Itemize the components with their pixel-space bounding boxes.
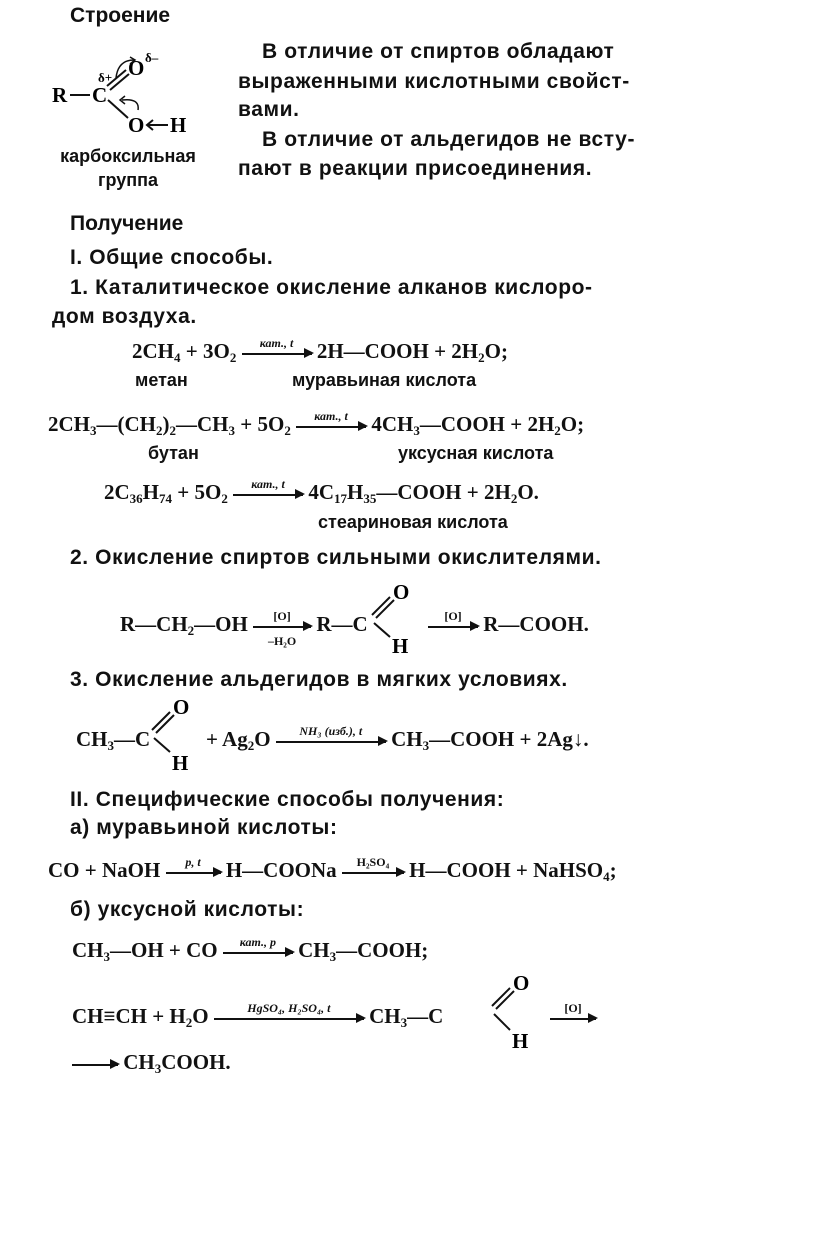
method-2-title: 2. Окисление спиртов сильными окислителями. (70, 546, 602, 569)
caption-butane: бутан (148, 443, 199, 463)
method-1-title-cont: дом воздуха. (52, 305, 197, 328)
caption-methane: метан (135, 370, 188, 390)
reaction-arrow: $\frac{[O]}{\text{–H₂O}}$ (253, 625, 311, 628)
reaction-alcohol-oxidation: $R—CH_2—OH$ $\frac{[O]}{\text{–H₂O}}$ R—C (120, 608, 368, 648)
reaction-arrow: [O] (550, 1017, 596, 1020)
svg-text:O: O (393, 580, 410, 604)
reaction-stearic: $2C_{36}H_{74} + 5O_2$ кат., t $4C_{17}H_{35}—COOH + 2H_2O$. (104, 476, 539, 506)
svg-text:H: H (172, 751, 189, 772)
reaction-kucherov-product: $CH_3COOH$. (72, 1050, 231, 1075)
svg-text:H: H (512, 1029, 529, 1050)
text-line: вами. (238, 98, 300, 121)
delta-minus: δ– (145, 50, 159, 65)
svg-text:O: O (173, 695, 190, 719)
reaction-arrow: NH₃ (изб.), t (276, 740, 386, 743)
reaction-arrow: [O] (428, 625, 478, 628)
reaction-butane: $2CH_3—(CH_2)_2—CH_3 + 5O_2$ кат., t $4CH_3—COOH + 2H_2O$; (48, 408, 585, 438)
caption-group: группа (97, 170, 159, 190)
aldehyde-group (488, 966, 536, 1050)
formic-acid-heading: а) муравьиной кислоты: (70, 816, 338, 839)
reaction-kucherov: $CH\equiv CH + H_2O$ HgSO₄, H₂SO₄, t $CH_3—C$ (72, 1000, 444, 1030)
preparation-heading: Получение (70, 212, 184, 235)
acetic-acid-heading: б) уксусной кислоты: (70, 898, 305, 921)
reaction-arrow (72, 1063, 118, 1066)
formula-h: H (170, 113, 187, 137)
caption-formic-acid: муравьиная кислота (292, 370, 477, 390)
method-3-title: 3. Окисление альдегидов в мягких условиях. (70, 668, 568, 691)
svg-text:O: O (513, 971, 530, 995)
text-line: В отличие от спиртов обладают (262, 40, 615, 63)
aldehyde-group (368, 575, 416, 655)
formula-o-single: O (128, 113, 145, 137)
reaction-arrow: p, t (166, 871, 221, 874)
formula-r: R (52, 83, 68, 107)
reaction-aldehyde-oxidation: [O] R—COOH. (428, 612, 589, 637)
reaction-kucherov-oxidation (550, 1000, 596, 1029)
structure-heading: Строение (70, 4, 171, 27)
text-line: В отличие от альдегидов не всту- (262, 128, 636, 151)
caption-acetic-acid: уксусная кислота (398, 443, 554, 463)
caption-stearic-acid: стеариновая кислота (318, 512, 508, 532)
carboxyl-group-formula (50, 40, 200, 145)
reaction-arrow: кат., t (233, 493, 303, 496)
formula-o-double: O (128, 56, 145, 80)
formula-c: C (92, 83, 108, 107)
reaction-methanol-carbonylation: $CH_3—OH$ + CO кат., p $CH_3—COOH$; (72, 934, 429, 964)
text-line: пают в реакции присоединения. (238, 157, 593, 180)
svg-text:H: H (392, 634, 409, 655)
text-line: выраженными кислотными свойст- (238, 70, 630, 93)
general-methods-heading: I. Общие способы. (70, 246, 274, 269)
specific-methods-heading: II. Специфические способы получения: (70, 788, 505, 811)
method-1-title: 1. Каталитическое окисление алканов кислоро- (70, 276, 593, 299)
aldehyde-group (148, 690, 196, 772)
reaction-arrow: кат., t (296, 425, 366, 428)
delta-plus: δ+ (98, 70, 113, 85)
reaction-acetaldehyde: $CH_3—C$ (76, 727, 151, 753)
reaction-arrow: кат., t (242, 352, 312, 355)
reaction-arrow: кат., p (223, 951, 293, 954)
caption-carboxyl: карбоксильная (60, 146, 196, 166)
reaction-formic: CO + NaOH p, t H—COONa H₂SO₄ H—COOH + NaHSO$_4$; (48, 854, 617, 884)
reaction-arrow: H₂SO₄ (342, 871, 404, 874)
reaction-silver-mirror: + $Ag_2O$ NH₃ (изб.), t $CH_3—COOH$ + 2Ag↓. (206, 723, 589, 753)
reaction-methane: $2CH_4 + 3O_2$ кат., t 2H—COOH + $2H_2O$; (132, 335, 508, 365)
reaction-arrow: HgSO₄, H₂SO₄, t (214, 1017, 364, 1020)
